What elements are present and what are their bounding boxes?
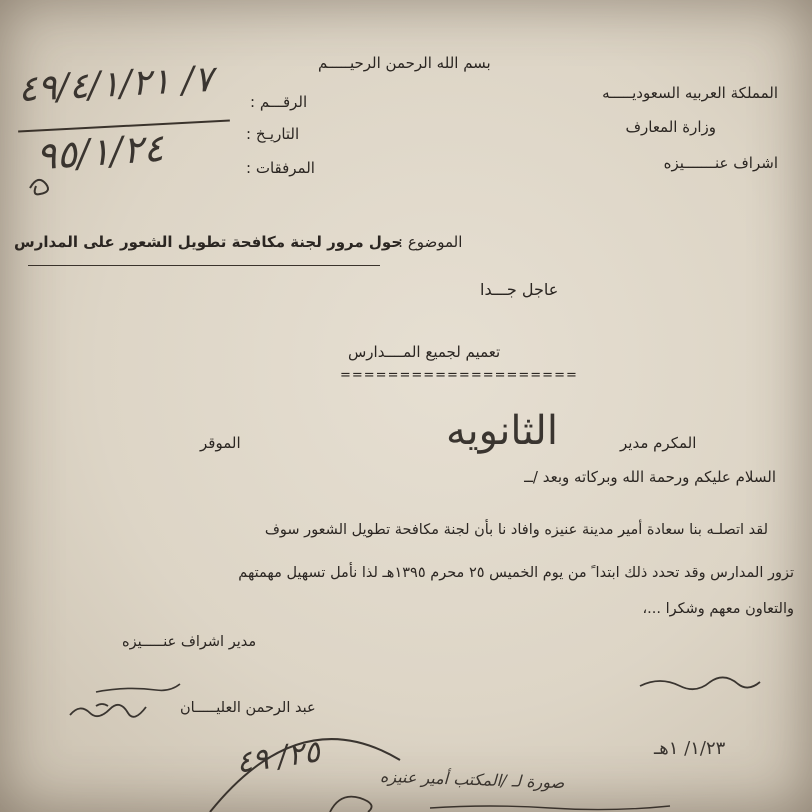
circular-title: تعميم لجميع المــــدارس [348, 343, 501, 361]
kingdom-name: المملكة العربيه السعوديـــــه [602, 84, 778, 102]
addressee-honorific: الموقر [200, 434, 241, 452]
handwritten-reference-number: ٧/ ٤٩/٤/١/٢١ [17, 58, 215, 111]
circular-separator: ==================== [340, 368, 578, 383]
attachments-label: المرفقات : [246, 159, 315, 177]
signature-scribble [70, 704, 146, 717]
handwritten-school-name: الثانويه [446, 408, 558, 454]
date-label: التاريـخ : [246, 125, 300, 143]
addressee-line: المكرم مدير [620, 434, 697, 452]
body-line-1: لقد اتصلـه بنا سعادة أمير مدينة عنيزه وافاد نا بأن لجنة مكافحة تطويل الشعور سوف [264, 522, 768, 538]
signature-flourish [96, 684, 180, 692]
handwritten-date: ٩٥/١/٢٤ [34, 125, 166, 179]
date-scribble [30, 180, 48, 195]
body-line-3: والتعاون معهم وشكرا ...، [642, 601, 794, 617]
bottom-partial-line [430, 806, 670, 810]
urgency-text: عاجل جـــدا [480, 280, 559, 299]
ministry-name: وزارة المعارف [625, 118, 716, 136]
bottom-note: صورة لـ /المكتب أمير عنيزه [379, 766, 565, 793]
subject-text: حول مرور لجنة مكافحة تطويل الشعور على المدارس [14, 233, 403, 251]
stamp-numbers: ٢٥/ ٤٩ [233, 734, 323, 781]
body-line-2: تزور المدارس وقد تحدد ذلك ابتدا ً من يوم الخميس ٢٥ محرم ١٣٩٥هـ لذا نأمل تسهيل مهمتهم [238, 565, 794, 581]
stamp-arc [210, 739, 400, 812]
greeting-line: السلام عليكم ورحمة الله وبركاته وبعد /ــ [524, 468, 776, 486]
margin-note: ١/٢٣/ ١هـ [654, 738, 726, 759]
stamp-swirl [330, 797, 372, 812]
right-date-scribble [640, 677, 760, 689]
signatory-name: عبد الرحمن العليـــــان [180, 700, 316, 716]
signatory-title: مدير اشراف عنـــــيزه [122, 634, 257, 650]
office-name: اشراف عنـــــــيزه [663, 154, 778, 172]
number-label: الرقـــم : [250, 93, 308, 111]
basmala: بسم الله الرحمن الرحيـــــم [318, 54, 491, 72]
subject-label: الموضوع : [398, 233, 463, 251]
